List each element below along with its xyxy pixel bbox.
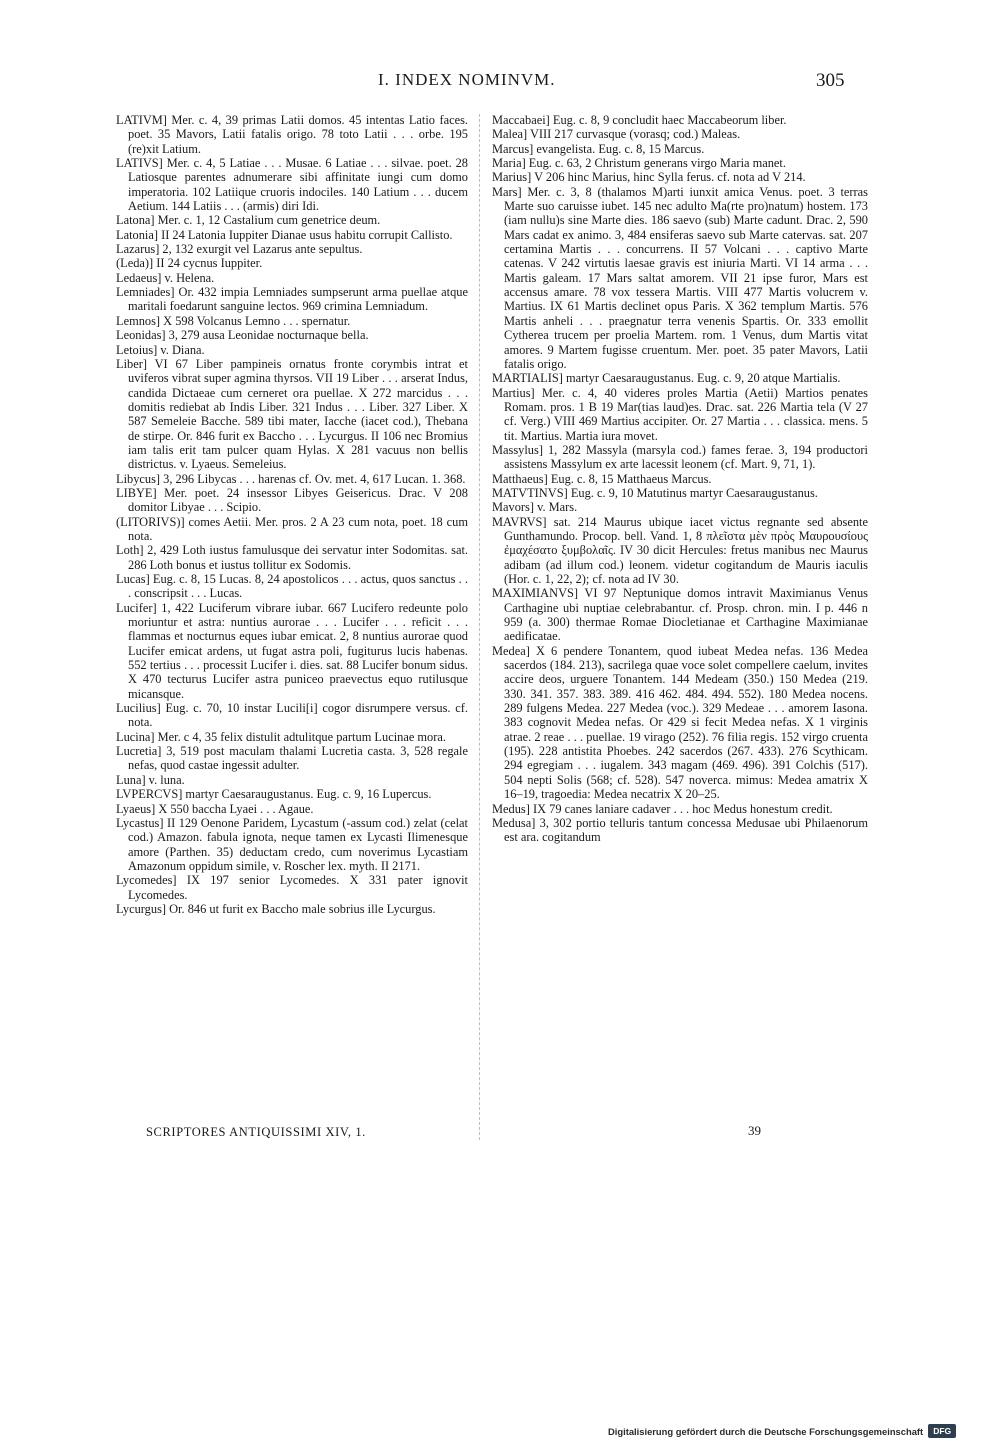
index-entry: Lucas] Eug. c. 8, 15 Lucas. 8, 24 apostolicos . . . actus, quos sanctus . . . conscripsit . . . Lucas. <box>116 572 468 601</box>
index-entry: Lycastus] II 129 Oenone Paridem, Lycastum (-assum cod.) zelat (celat cod.) Amazon. fabula ignota, neque tamen ex Lycasti Ilimenesque amore (Parthen. 35) deductam credo, cum noverimus Lycastiam Amazonum oppidum simile, v. Roscher lex. myth. II 2171. <box>116 815 468 873</box>
credit-text: Digitalisierung gefördert durch die Deutsche Forschungsgemeinschaft <box>608 1425 924 1437</box>
index-entry: Medus] IX 79 canes laniare cadaver . . . hoc Medus honestum credit. <box>492 801 833 816</box>
page-number: 305 <box>816 70 845 91</box>
index-entry: LIBYE] Mer. poet. 24 insessor Libyes Geisericus. Drac. V 208 domitor Libyae . . . Scipio. <box>116 485 468 515</box>
index-entry: Maccabaei] Eug. c. 8, 9 concludit haec Maccabeorum liber. <box>492 113 787 127</box>
index-entry: LVPERCVS] martyr Caesaraugustanus. Eug. c. 9, 16 Lupercus. <box>116 787 432 802</box>
index-entry: Lycomedes] IX 197 senior Lycomedes. X 331 pater ignovit Lycomedes. <box>116 873 468 902</box>
index-entry: MATVTINVS] Eug. c. 9, 10 Matutinus martyr Caesaraugustanus. <box>492 485 818 500</box>
index-entry: Lemniades] Or. 432 impia Lemniades sumpserunt arma puellae atque maritali foedarunt sanguine lectos. 969 crimina Lemniadum. <box>116 285 468 314</box>
index-entry: Leonidas] 3, 279 ausa Leonidae nocturnaque bella. <box>116 328 369 343</box>
signature-mark: 39 <box>748 1123 761 1138</box>
series-title: SCRIPTORES ANTIQUISSIMI XIV, 1. <box>146 1125 366 1139</box>
index-entry: MAXIMIANVS] VI 97 Neptunique domos intravit Maximianus Venus Carthagine ubi nuptiae celebrabantur. cf. Prosp. chron. min. I p. 446 n 959 (a. 300) thermae Romae Diocletianae et Carthagine Maximianae aedificatae. <box>492 586 868 644</box>
index-entry: Lyaeus] X 550 baccha Lyaei . . . Agaue. <box>116 801 314 816</box>
dfg-logo-text: DFG <box>933 1426 952 1436</box>
index-entry: Loth] 2, 429 Loth iustus famulusque dei servatur inter Sodomitas. sat. 286 Loth bonus et iustus tollitur ex Sodomis. <box>116 543 468 572</box>
index-entry: Lucilius] Eug. c. 70, 10 instar Lucili[i] cogor disrumpere versus. cf. nota. <box>116 701 468 730</box>
running-title: I. INDEX NOMINVM. <box>378 70 556 89</box>
index-entry: Maria] Eug. c. 63, 2 Christum generans virgo Maria manet. <box>492 156 786 171</box>
left-column <box>116 113 468 916</box>
index-entry: Letoius] v. Diana. <box>116 342 205 357</box>
index-entry: MARTIALIS] martyr Caesaraugustanus. Eug. c. 9, 20 atque Martialis. <box>492 371 841 386</box>
index-entry: Lycurgus] Or. 846 ut furit ex Baccho male sobrius ille Lycurgus. <box>116 901 436 916</box>
index-entry: Lucretia] 3, 519 post maculam thalami Lucretia casta. 3, 528 regale nefas, quod castae ingessit adulter. <box>116 744 468 773</box>
index-entry: Ledaeus] v. Helena. <box>116 270 215 285</box>
index-entry: Latonia] II 24 Latonia Iuppiter Dianae usus habitu corrupit Callisto. <box>116 227 453 242</box>
index-entry: Mavors] v. Mars. <box>492 500 578 515</box>
index-entry: Libycus] 3, 296 Libycas . . . harenas cf. Ov. met. 4, 617 Lucan. 1. 368. <box>116 471 466 486</box>
index-entry: Medea] X 6 pendere Tonantem, quod iubeat Medea nefas. 136 Medea sacerdos (184. 213), sacrilega quae voce solet compellere caelum, invites accire deos, urguere Tonantem. 144 Medeam (350.) 150 Medea (219. 330. 341. 357. 383. 389. 416 462. 484. 494. 552). 180 Medea nocens. 289 fulgens Medea. 227 Medea (voc.). 329 Medeae . . . amorem Iasona. 383 cognovit Medea nefas. Or 429 si fecit Medea nefas. X 1 virginis atrae. 2 reae . . . puellae. 19 virago (252). 76 filia regis. 152 virgo cruenta (195). 228 antistita Phoebes. 242 sacerdos (267. 433). 276 Scythicam. 294 egregiam . . . iugalem. 343 magam (469. 496). 391 Colchis (517). 504 nepti Solis (568; cf. 528). 547 noverca. mimus: Medea amatrix X 16–19, tragoedia: Medea necatrix X 20–25. <box>492 643 868 802</box>
index-entry: LATIVS] Mer. c. 4, 5 Latiae . . . Musae. 6 Latiae . . . silvae. poet. 28 Latiosque parentes adnumerare sibi affinitate iungi cum domo imperatoria. 102 Latiique cruoris indociles. 140 Latium . . . ducem Aetium. 144 Latiis . . . (armis) diri Idi. <box>116 156 468 214</box>
index-entry: Marcus] evangelista. Eug. c. 8, 15 Marcus. <box>492 141 705 156</box>
index-entry: Martius] Mer. c. 4, 40 videres proles Martia (Aetii) Martios penates Romam. pros. 1 B 19 Mar(tias laud)es. Drac. sat. 226 Martia tela (V 27 cf. Verg.) VIII 469 Martius accipiter. Or. 27 Martia . . . classica. mens. 5 tit. Martius. Martia iura movet. <box>492 385 868 443</box>
index-entry: (Leda)] II 24 cycnus Iuppiter. <box>116 256 263 271</box>
index-entry: Matthaeus] Eug. c. 8, 15 Matthaeus Marcus. <box>492 471 712 486</box>
page-header <box>0 70 1000 96</box>
index-entry: MAVRVS] sat. 214 Maurus ubique iacet victus regnante sed absente Gunthamundo. Procop. bell. Vand. 1, 8 πλεῖστα μὲν πρὸς Μαυρουσίους ἐμαχέσατο ξυμβολαῖς. IV 30 dicit Hercules: fretus manibus nec Maurus adibam (ad illum cod.) leonem. videtur cogitandum de Mauris iaculis (Hor. c. 1, 22, 2); cf. nota ad IV 30. <box>492 514 868 586</box>
index-entry: Lucifer] 1, 422 Luciferum vibrare iubar. 667 Lucifero redeunte polo moriuntur et astra: nuntius aurorae . . . Lucifer . . . reficit . . . flammas et nocturnus eques iubar emicat. 2, 8 nuntius aurorae quod Lucifer emicat ardens, ut fugat astra poli, fugiturus lucis habenas. 552 tertius . . . processit Lucifer i. dies. sat. 88 Lucifer bonum sidus. X 470 tecturus Lucifer astra puniceo praevectus equo rutilusque micansque. <box>116 600 468 701</box>
index-entry: Luna] v. luna. <box>116 772 185 787</box>
digitization-credit <box>608 1423 956 1439</box>
index-entry: Medusa] 3, 302 portio telluris tantum concessa Medusae ubi Philaenorum est ara. cogitandum <box>492 815 868 845</box>
column-divider <box>479 114 480 1140</box>
index-entry: Lemnos] X 598 Volcanus Lemno . . . spernatur. <box>116 313 351 328</box>
index-entry: (LITORIVS)] comes Aetii. Mer. pros. 2 A 23 cum nota, poet. 18 cum nota. <box>116 514 468 543</box>
index-entry: Lazarus] 2, 132 exurgit vel Lazarus ante sepultus. <box>116 242 363 257</box>
index-entry: Massylus] 1, 282 Massyla (marsyla cod.) fames ferae. 3, 194 productori assistens Massylum ex arte lacessit leonem (cf. Mart. 9, 71, 1). <box>492 442 868 472</box>
right-column <box>492 113 868 845</box>
index-entry: Liber] VI 67 Liber pampineis ornatus fronte corymbis intrat et uviferos vibrat super agmina thyrsos. VII 19 Liber . . . arserat Indus, candida Dictaeae cum cerneret ora puellae. X 272 marcidus . . . domitis rediebat ab Indis Liber. 321 Indus . . . Liber. 327 Liber. X 587 Semeleie Bacche. 589 tibi mater, Iacche (iacet cod.), Thebana de stirpe. Or. 846 furit ex Baccho . . . Lycurgus. II 106 nec Bromius iam talis erit tam pulcer quam Hylas. X 281 vacuus non bellis districtus. v. Lyaeus. Semeleius. <box>116 356 468 472</box>
index-entry: LATIVM] Mer. c. 4, 39 primas Latii domos. 45 intentas Latio faces. poet. 35 Mavors, Latii fatalis origo. 78 toto Latii . . . orbe. 195 (re)xit Latium. <box>116 113 468 156</box>
index-entry: Latona] Mer. c. 1, 12 Castalium cum genetrice deum. <box>116 213 381 228</box>
index-entry: Marius] V 206 hinc Marius, hinc Sylla ferus. cf. nota ad V 214. <box>492 170 806 185</box>
index-entry: Malea] VIII 217 curvasque (vorasq; cod.) Maleas. <box>492 127 741 142</box>
dfg-logo-icon <box>928 1424 956 1438</box>
index-entry: Lucina] Mer. c 4, 35 felix distulit adtulitque partum Lucinae mora. <box>116 729 446 744</box>
index-entry: Mars] Mer. c. 3, 8 (thalamos M)arti iunxit amica Venus. poet. 3 terras Marte suo caruisse iubet. 145 nec adulto Ma(rte pro)natum) hostem. 173 (iam nullu)s sine Marte dies. 186 saevo (sub) Marte cadunt. Drac. 2, 590 Mars cadat ex animo. 3, 484 ensiferas saevo sub Marte catervas. sat. 207 certamina Martis . . . concurrens. II 57 Volcani . . . captivo Marte catenas. V 242 virtutis laesae gravis est iniuria Marti. VI 14 arma . . . Martis galeam. 17 Mars saltat amorem. VII 21 ipse furor, Mars est accensus amare. 78 vox tessera Martis. VIII 477 Martis volucrem v. Martius. IX 61 Martis declinet opus Paris. X 362 templum Martis. 576 Martis anheli . . . praegnatur terra venenis Spartis. Or. 333 emollit Cytherea trucem per proelia Martem. rom. 1 Venus, dum Martis vitat amores. 9 Martem fugisse cruentum. Mer. poet. 35 pater Mavors, Latii fatalis origo. <box>492 184 868 371</box>
